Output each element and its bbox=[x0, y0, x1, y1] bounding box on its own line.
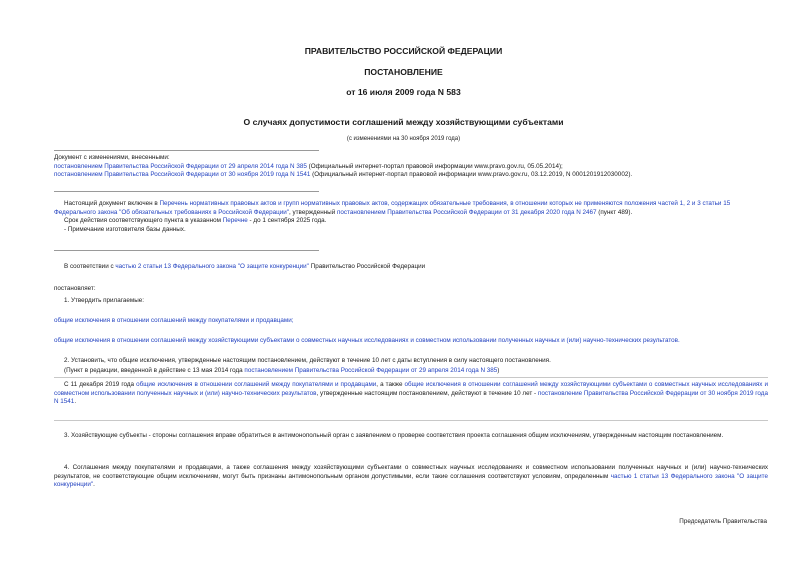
block-text: , а также bbox=[376, 381, 405, 388]
block-text: . bbox=[74, 398, 77, 406]
preamble-text: Правительство Российской Федерации bbox=[308, 263, 426, 270]
amendments-intro: Документ с изменениями, внесенными: bbox=[54, 154, 170, 161]
divider-notice-bottom bbox=[54, 250, 319, 251]
amendment-source: (Официальный интернет-портал правовой информации www.pravo.gov.ru, 05.05.2014); bbox=[306, 162, 563, 170]
document-title: О случаях допустимости соглашений между хозяйствующими субъектами bbox=[243, 117, 564, 127]
preamble-text: В соответствии с bbox=[64, 263, 116, 270]
item-4-text: . bbox=[93, 481, 95, 489]
government-heading: ПРАВИТЕЛЬСТВО РОССИЙСКОЙ ФЕДЕРАЦИИ bbox=[304, 46, 503, 56]
decree-385-link[interactable]: постановлением Правительства Российской Федерации от 29 апреля 2014 года N 385 bbox=[244, 367, 498, 374]
item-2: 2. Установить, что общие исключения, утвержденные настоящим постановлением, действуют в течение 10 лет с даты вступления в силу настоящего постановления. bbox=[64, 357, 551, 364]
amendment-link[interactable]: постановлением Правительства Российской Федерации от 29 апреля 2014 года N 385 bbox=[54, 162, 307, 170]
preamble bbox=[64, 263, 764, 272]
item-2-note-text: (Пункт в редакции, введенной в действие с 13 мая 2014 года bbox=[64, 367, 245, 374]
notice-block bbox=[54, 200, 768, 234]
block-text: , утвержденные настоящим постановлением, действуют в течение 10 лет - bbox=[316, 389, 538, 397]
item-2-note bbox=[64, 367, 499, 376]
item-4-text: 4. Соглашения между покупателями и продавцами, а также соглашения между хозяйствующими субъектами о совместных научных исследованиях и совместном использовании полученных научных и (или) научно-технических результатов, не соответствующие общим исключениям, могут быть признаны антимонопольным органом допустимыми, если такие соглашения соответствуют условиям, определенным bbox=[54, 464, 768, 480]
law-part1-art13-link[interactable]: частью 1 статьи 13 Федерального закона "О защите конкуренции" bbox=[54, 472, 768, 489]
exceptions-research-link[interactable]: общие исключения в отношении соглашений между хозяйствующими субъектами о совместных научных исследованиях и совместном использовании полученных научных и (или) научно-технических результатов. bbox=[54, 337, 680, 344]
item-2-note-text: ) bbox=[497, 367, 500, 374]
notice-text: , утвержденный bbox=[289, 208, 337, 216]
competition-law-link[interactable]: частью 2 статьи 13 Федерального закона "О защите конкуренции" bbox=[115, 263, 309, 270]
signature-title: Председатель Правительства bbox=[679, 518, 767, 525]
amendments-block bbox=[54, 154, 774, 180]
item-1: 1. Утвердить прилагаемые: bbox=[64, 297, 144, 304]
effective-period-block bbox=[54, 381, 768, 407]
decree-2467-link[interactable]: постановлением Правительства Российской Федерации от 31 декабря 2020 года N 2467 bbox=[336, 208, 597, 216]
notice-text: - до 1 сентября 2025 года. bbox=[247, 217, 327, 225]
notice-paragraph bbox=[54, 200, 768, 217]
notice-text: Срок действия соответствующего пункта в указанном bbox=[64, 217, 223, 225]
decree-1541-link[interactable]: постановление Правительства Российской Федерации от 30 ноября 2019 года N 1541 bbox=[54, 389, 768, 406]
divider-notice-top bbox=[54, 191, 319, 192]
amendment-source: (Официальный интернет-портал правовой информации www.pravo.gov.ru, 03.12.2019, N 0001201912030002). bbox=[310, 171, 633, 179]
notice-db-note: - Примечание изготовителя базы данных. bbox=[64, 225, 186, 233]
block-text: С 11 декабря 2019 года bbox=[64, 381, 137, 388]
item-4 bbox=[54, 464, 768, 490]
decrees-word: постановляет: bbox=[54, 285, 96, 292]
amended-note: (с изменениями на 30 ноября 2019 года) bbox=[346, 136, 461, 142]
notice-term bbox=[54, 217, 768, 226]
amendment-item bbox=[54, 171, 774, 180]
block-exceptions-research-link[interactable]: общие исключения в отношении соглашений между хозяйствующими субъектами о совместных научных исследованиях и совместном использовании полученных научных и (или) научно-технических результатов bbox=[54, 381, 768, 397]
notice-text: (пункт 489). bbox=[596, 208, 633, 216]
notice-text: Настоящий документ включен в bbox=[64, 200, 160, 207]
exceptions-buyers-link[interactable]: общие исключения в отношении соглашений между покупателями и продавцами; bbox=[54, 317, 294, 324]
list-link[interactable]: Перечень нормативных правовых актов и групп нормативных правовых актов, содержащих обязательные требования, в отношении которых не применяются положения частей 1, 2 и 3 статьи 15 Федерального закона "Об обязательных требованиях в Российской Федерации" bbox=[54, 200, 731, 216]
doc-type-heading: ПОСТАНОВЛЕНИЕ bbox=[364, 67, 443, 77]
date-number-heading: от 16 июля 2009 года N 583 bbox=[346, 87, 461, 97]
divider-top bbox=[54, 150, 319, 151]
divider-block-bottom bbox=[54, 420, 768, 421]
block-exceptions-buyers-link[interactable]: общие исключения в отношении соглашений между покупателями и продавцами bbox=[136, 381, 377, 388]
amendment-item bbox=[54, 163, 774, 172]
list-short-link[interactable]: Перечне bbox=[222, 217, 248, 225]
item-3: 3. Хозяйствующие субъекты - стороны соглашения вправе обратиться в антимонопольный орган с заявлением о проверке соответствия проекта соглашения общим исключениям, утвержденным настоящим постановлением. bbox=[64, 432, 724, 439]
divider-block-top bbox=[54, 377, 768, 378]
amendment-link[interactable]: постановлением Правительства Российской Федерации от 30 ноября 2019 года N 1541 bbox=[54, 171, 311, 179]
